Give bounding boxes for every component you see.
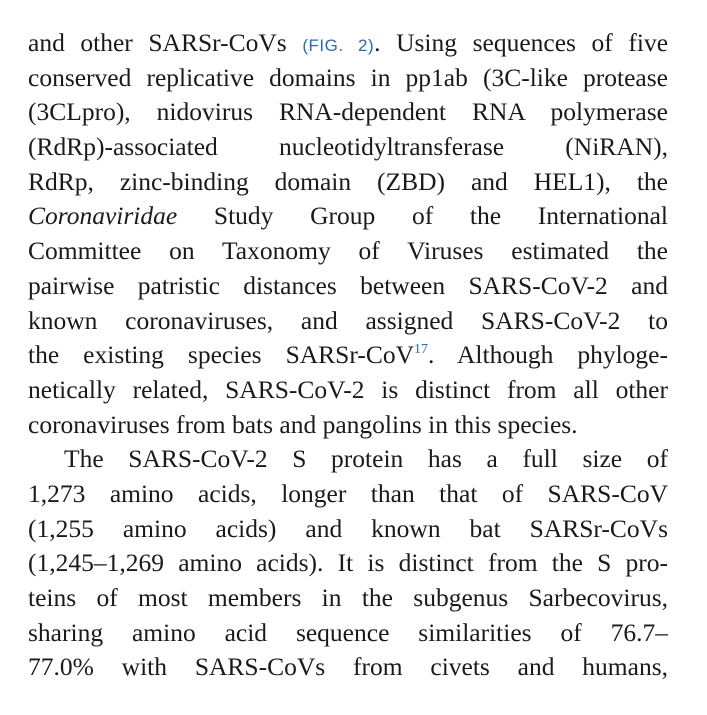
text-line: RdRp, zinc-binding domain (ZBD) and HEL1), the: [28, 166, 668, 196]
figure-reference-link[interactable]: (FIG. 2): [302, 36, 375, 55]
text-line: known coronaviruses, and assigned SARS-CoV-2 to: [28, 305, 668, 335]
text-line: netically related, SARS-CoV-2 is distinct from all other: [28, 374, 668, 404]
text-line: (RdRp)-associated nucleotidyltransferase (NiRAN),: [28, 132, 668, 162]
text-line: the existing species SARSr-CoV$^{17}$. Although phyloge-: [28, 340, 668, 370]
text-line: teins of most members in the subgenus Sarbecovirus,: [28, 583, 668, 612]
article-body: [28, 26, 668, 685]
text-line: Committee on Taxonomy of Viruses estimated the: [28, 236, 668, 266]
text-line: 77.0% with SARS-CoVs from civets and humans,: [28, 652, 668, 682]
italic-taxon-name: Coronaviridae: [28, 201, 178, 231]
text-line: 1,273 amino acids, longer than that of SARS-CoV: [28, 478, 668, 508]
paragraph-1: [28, 26, 668, 442]
text-line: (1,245–1,269 amino acids). It is distinct from the S pro-: [28, 548, 668, 578]
text-line: sharing amino acid sequence similarities of 76.7–: [28, 617, 668, 647]
text-line: The SARS-CoV-2 S protein has a full size of: [64, 444, 668, 474]
text-line: conserved replicative domains in pp1ab (3C-like protease: [28, 62, 668, 92]
text-line: and other SARSr-CoVs (FIG. 2). Using sequences of five: [28, 28, 669, 57]
paragraph-2: [28, 442, 668, 685]
text-line: (1,255 amino acids) and known bat SARSr-CoVs: [28, 513, 668, 543]
text-line: coronaviruses from bats and pangolins in this species.: [28, 409, 578, 439]
citation-reference-link[interactable]: 17: [414, 342, 429, 358]
text-line: Coronaviridae Study Group of the International: [28, 201, 668, 231]
text-line: pairwise patristic distances between SARS-CoV-2 and: [28, 270, 668, 300]
text-line: (3CLpro), nidovirus RNA-dependent RNA polymerase: [28, 97, 668, 127]
